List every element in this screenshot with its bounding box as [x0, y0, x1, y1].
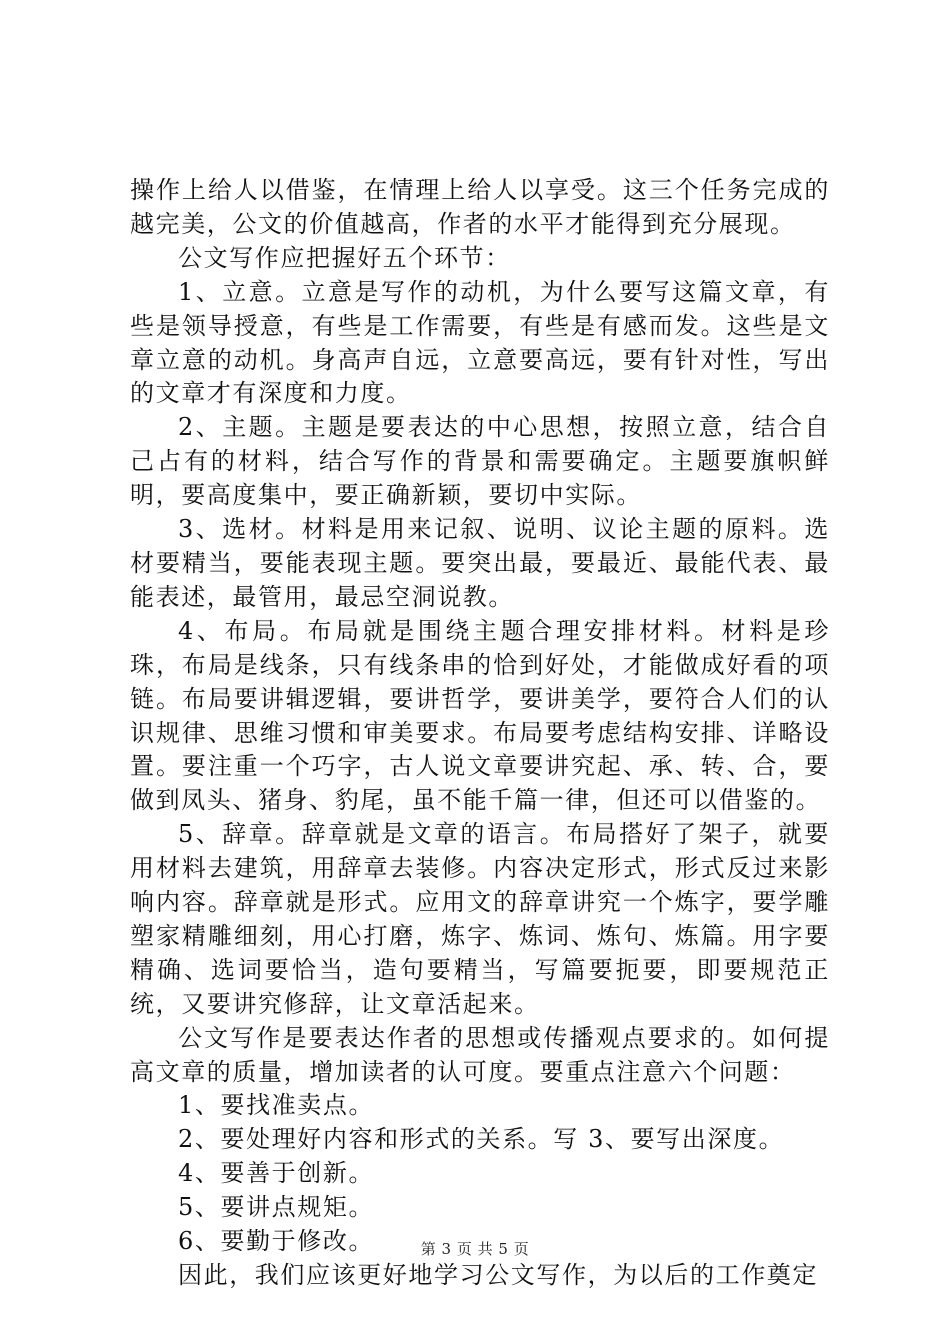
list-item: 2、要处理好内容和形式的关系。写 3、要写出深度。 [178, 1125, 785, 1154]
list-item: 1、要找准卖点。 [178, 1091, 375, 1120]
paragraph: 公文写作应把握好五个环节： [178, 243, 511, 272]
page-footer: 第 3 页 共 5 页 [420, 1240, 530, 1258]
document-body [130, 174, 830, 1293]
paragraph: 公文写作是要表达作者的思想或传播观点要求的。如何提高文章的质量，增加读者的认可度。要重点注意六个问题： [130, 1023, 830, 1086]
paragraph: 4、布局。布局就是围绕主题合理安排材料。材料是珍珠，布局是线条，只有线条串的恰到好处，才能做成好看的项链。布局要讲辑逻辑，要讲哲学，要讲美学，要符合人们的认识规律、思维习惯和审美要求。布局要考虑结构安排、详略设置。要注重一个巧字，古人说文章要讲究起、承、转、合，要做到凤头、猪身、豹尾，虽不能千篇一律，但还可以借鉴的。 [130, 616, 830, 815]
list-item: 4、要善于创新。 [178, 1159, 375, 1188]
paragraph: 2、主题。主题是要表达的中心思想，按照立意，结合自己占有的材料，结合写作的背景和需要确定。主题要旗帜鲜明，要高度集中，要正确新颖，要切中实际。 [130, 413, 830, 510]
paragraph: 操作上给人以借鉴，在情理上给人以享受。这三个任务完成的越完美，公文的价值越高，作者的水平才能得到充分展现。 [130, 176, 830, 238]
paragraph: 1、立意。立意是写作的动机，为什么要写这篇文章，有些是领导授意，有些是工作需要，有些是有感而发。这些是文章立意的动机。身高声自远，立意要高远，要有针对性，写出的文章才有深度和力度。 [130, 277, 830, 408]
paragraph: 3、选材。材料是用来记叙、说明、议论主题的原料。选材要精当，要能表现主题。要突出最，要最近、最能代表、最能表述，最管用，最忌空洞说教。 [130, 515, 830, 611]
paragraph: 因此，我们应该更好地学习公文写作，为以后的工作奠定 [178, 1261, 818, 1289]
list-item: 5、要讲点规矩。 [178, 1193, 375, 1222]
paragraph: 5、辞章。辞章就是文章的语言。布局搭好了架子，就要用材料去建筑，用辞章去装修。内容决定形式，形式反过来影响内容。辞章就是形式。应用文的辞章讲究一个炼字，要学雕塑家精雕细刻，用心打磨，炼字、炼词、炼句、炼篇。用字要精确、选词要恰当，造句要精当，写篇要扼要，即要规范正统，又要讲究修辞，让文章活起来。 [130, 820, 830, 1018]
list-item: 6、要勤于修改。 [178, 1227, 375, 1256]
